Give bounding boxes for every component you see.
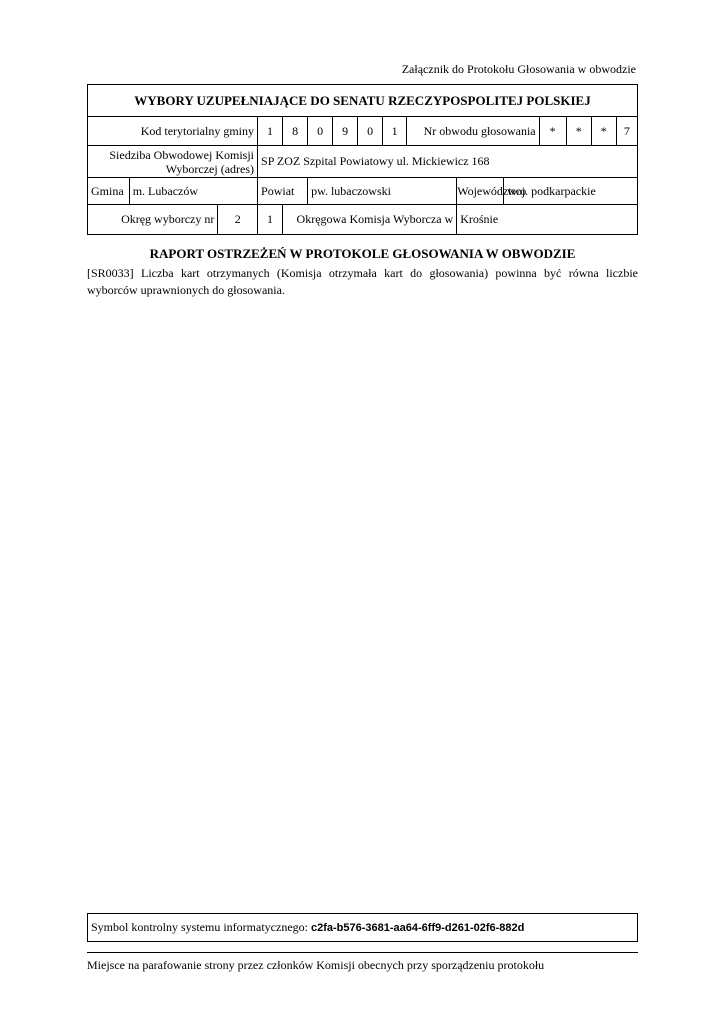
district-digit: * [539,117,566,146]
okw-label: Okręgowa Komisja Wyborcza w [283,205,457,235]
district-digit: * [566,117,591,146]
gmina-value: m. Lubaczów [129,178,257,205]
okw-value: Krośnie [457,205,638,235]
wojewodztwo-value: woj. podkarpackie [504,178,638,205]
teryt-digit: 1 [383,117,407,146]
signature-line [87,952,638,953]
teryt-label: Kod terytorialny gminy [88,117,258,146]
district-digit: 7 [616,117,637,146]
control-symbol-code: c2fa-b576-3681-aa64-6ff9-d261-02f6-882d [310,922,525,934]
seat-label-line1: Siedziba Obwodowej Komisji [109,147,255,162]
okreg-label: Okręg wyborczy nr [88,205,218,235]
seat-label [88,146,258,178]
powiat-value: pw. lubaczowski [308,178,457,205]
district-label: Nr obwodu głosowania [407,117,539,146]
okreg-digit: 1 [258,205,283,235]
control-symbol-box [87,913,638,942]
district-digit: * [591,117,616,146]
teryt-digit: 8 [283,117,308,146]
warning-text: [SR0033] Liczba kart otrzymanych (Komisja otrzymała kart do głosowania) powinna być równa liczbie wyborców uprawnionych do głosowania. [87,266,638,297]
teryt-digit: 0 [358,117,383,146]
teryt-digit: 0 [308,117,333,146]
attachment-note: Załącznik do Protokołu Głosowania w obwodzie [401,62,636,76]
teryt-digit: 9 [333,117,358,146]
gmina-label: Gmina [88,178,130,205]
wojewodztwo-label: Województwo [457,178,504,205]
seat-address: SP ZOZ Szpital Powiatowy ul. Mickiewicz 168 [258,146,638,178]
teryt-digit: 1 [258,117,283,146]
protocol-header-table [87,84,638,235]
control-symbol-label: Symbol kontrolny systemu informatycznego: [91,920,308,934]
seat-label-line2: Wyborczej (adres) [165,161,255,176]
election-title: WYBORY UZUPEŁNIAJĄCE DO SENATU RZECZYPOSPOLITEJ POLSKIEJ [88,85,638,117]
powiat-label: Powiat [258,178,308,205]
report-title: RAPORT OSTRZEŻEŃ W PROTOKOLE GŁOSOWANIA W OBWODZIE [149,246,576,261]
okreg-digit: 2 [218,205,258,235]
signature-caption: Miejsce na parafowanie strony przez członków Komisji obecnych przy sporządzeniu protokołu [87,958,545,972]
